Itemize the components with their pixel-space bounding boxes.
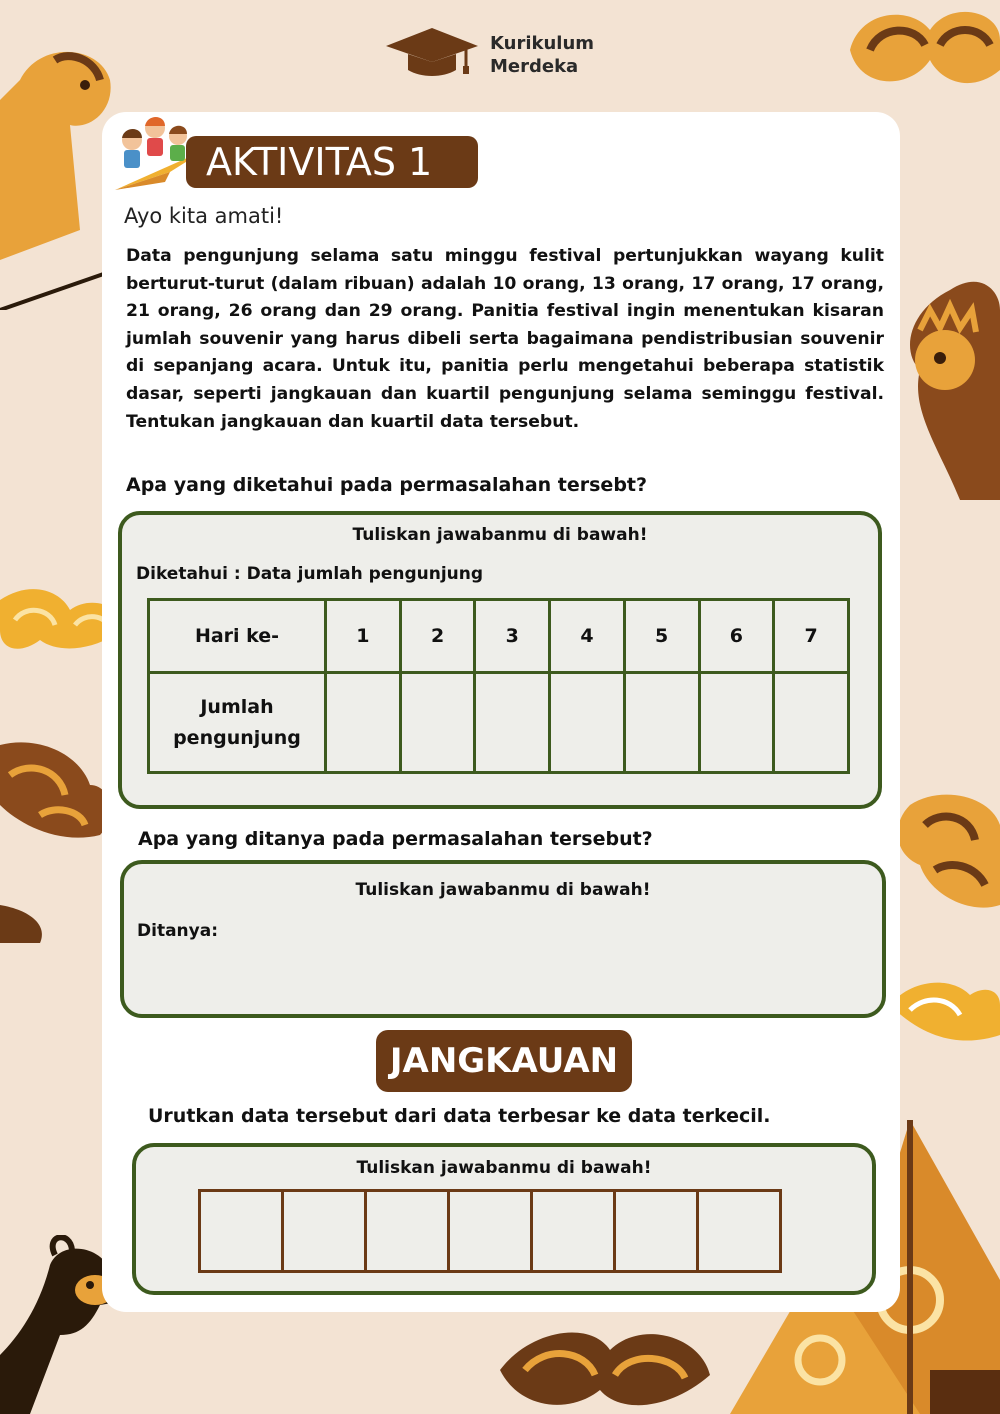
table-header-day: Hari ke- bbox=[149, 600, 326, 673]
visitor-input-cell[interactable] bbox=[699, 673, 774, 773]
sort-input-cell[interactable] bbox=[198, 1189, 284, 1273]
table-day-cell: 6 bbox=[699, 600, 774, 673]
header bbox=[386, 28, 626, 82]
problem-paragraph: Data pengunjung selama satu minggu festival pertunjukkan wayang kulit berturut-turut (dalam ribuan) adalah 10 orang, 13 orang, 17 orang, 17 orang, 21 orang, 26 orang dan 29 orang. Panitia festival ingin menentukan kisaran jumlah souvenir yang harus dibeli serta bagaimana pendistribusian souvenir di sepanjang acara. Untuk itu, panitia perlu mengetahui beberapa statistik dasar, seperti jangkauan dan kuartil pengunjung selama seminggu festival. Tentukan jangkauan dan kuartil data tersebut. bbox=[126, 246, 884, 432]
brand-line2: Merdeka bbox=[490, 56, 579, 77]
sort-input-cell[interactable] bbox=[696, 1189, 782, 1273]
range-instruction: Urutkan data tersebut dari data terbesar ke data terkecil. bbox=[148, 1105, 771, 1127]
sort-input-cell[interactable] bbox=[447, 1189, 533, 1273]
table-row-visitors bbox=[149, 673, 849, 773]
visitor-input-cell[interactable] bbox=[624, 673, 699, 773]
visitor-input-cell[interactable] bbox=[774, 673, 849, 773]
range-section-title: JANGKAUAN bbox=[376, 1030, 632, 1092]
asked-box-title: Tuliskan jawabanmu di bawah! bbox=[355, 880, 651, 900]
brand-line1: Kurikulum bbox=[490, 33, 595, 54]
known-box-title: Tuliskan jawabanmu di bawah! bbox=[352, 525, 648, 545]
visitor-input-cell[interactable] bbox=[475, 673, 550, 773]
table-day-cell: 4 bbox=[550, 600, 625, 673]
activity-subtitle: Ayo kita amati! bbox=[124, 204, 284, 228]
graduation-cap-icon bbox=[386, 28, 478, 78]
sort-input-cell[interactable] bbox=[364, 1189, 450, 1273]
cloud-motif-right-mid-icon bbox=[890, 785, 1000, 915]
wayang-puppet-right-icon bbox=[900, 270, 1000, 500]
asked-answer-box[interactable] bbox=[120, 860, 886, 1018]
visitor-input-cell[interactable] bbox=[326, 673, 401, 773]
table-row-days bbox=[149, 600, 849, 673]
visitor-table bbox=[147, 598, 850, 774]
table-day-cell: 5 bbox=[624, 600, 699, 673]
cloud-motif-right-lower-icon bbox=[890, 975, 1000, 1045]
cloud-motif-left-bottom-icon bbox=[0, 905, 50, 945]
table-day-cell: 2 bbox=[400, 600, 475, 673]
visitor-input-cell[interactable] bbox=[550, 673, 625, 773]
table-day-cell: 7 bbox=[774, 600, 849, 673]
known-question: Apa yang diketahui pada permasalahan tersebt? bbox=[126, 474, 648, 496]
sort-input-cell[interactable] bbox=[613, 1189, 699, 1273]
asked-label: Ditanya: bbox=[137, 921, 218, 941]
visitor-input-cell[interactable] bbox=[400, 673, 475, 773]
table-header-visitors: Jumlah pengunjung bbox=[149, 673, 326, 773]
sort-input-cell[interactable] bbox=[530, 1189, 616, 1273]
asked-question: Apa yang ditanya pada permasalahan tersebut? bbox=[138, 828, 653, 850]
range-box-title: Tuliskan jawabanmu di bawah! bbox=[356, 1158, 652, 1178]
sort-cells bbox=[198, 1189, 782, 1273]
sort-input-cell[interactable] bbox=[281, 1189, 367, 1273]
known-label: Diketahui : Data jumlah pengunjung bbox=[136, 564, 484, 584]
cloud-motif-bottom-center-icon bbox=[500, 1320, 710, 1414]
brand bbox=[490, 32, 594, 78]
cloud-motif-top-right-icon bbox=[840, 0, 1000, 100]
table-day-cell: 1 bbox=[326, 600, 401, 673]
table-day-cell: 3 bbox=[475, 600, 550, 673]
activity-title: AKTIVITAS 1 bbox=[186, 136, 478, 188]
